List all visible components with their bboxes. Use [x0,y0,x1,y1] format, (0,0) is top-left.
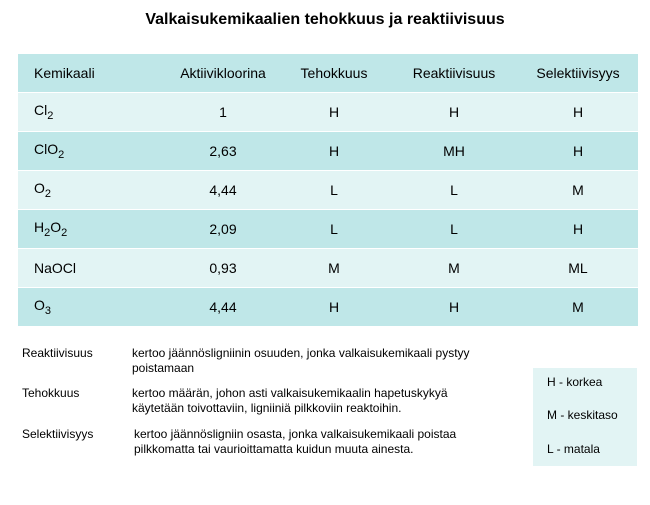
reaktiivisuus-value: L [450,182,458,198]
legend-box [533,368,637,466]
definition-term: Selektiivisyys [22,427,94,441]
chemical-symbol: Cl [34,102,48,119]
tehokkuus-value: M [328,260,340,276]
table-row [18,93,638,132]
reaktiivisuus-value: L [450,221,458,237]
table-header-row [18,54,638,93]
reaktiivisuus-value: MH [443,143,465,159]
table-row [18,249,638,288]
chemical-subscript: 2 [58,148,65,161]
tehokkuus-value: H [328,143,340,159]
table-row [18,171,638,210]
legend-item-high: H - korkea [547,375,603,389]
selektiivisyys-value: M [572,299,584,315]
chemical-name [18,219,168,239]
header-tehokkuus: Tehokkuus [300,65,368,81]
tehokkuus-value: H [328,299,340,315]
definition-term: Tehokkuus [22,386,80,400]
chemical-symbol: H [34,219,45,236]
chemical-name [18,141,168,161]
reaktiivisuus-value: H [448,104,460,120]
header-selektiivisyys: Selektiivisyys [536,65,620,81]
aktiivikloorina-value: 2,63 [209,143,237,159]
chemical-name [18,180,168,200]
tehokkuus-value: L [330,182,338,198]
chemical-name [18,102,168,122]
chemical-symbol: O [50,219,62,236]
chemical-subscript: 2 [61,226,68,239]
chemical-table [18,54,638,327]
selektiivisyys-value: ML [568,260,588,276]
chemical-subscript: 2 [47,109,54,122]
chemical-symbol: O [34,297,45,314]
aktiivikloorina-value: 4,44 [209,182,237,198]
reaktiivisuus-value: M [448,260,460,276]
chemical-subscript: 3 [44,304,52,317]
chemical-subscript: 2 [44,226,51,239]
chemical-name [18,297,168,317]
chemical-symbol: ClO [34,141,59,158]
chemical-name [18,260,168,276]
table-row [18,210,638,249]
aktiivikloorina-value: 4,44 [209,299,237,315]
page-title: Valkaisukemikaalien tehokkuus ja reaktiivisuus [145,11,505,28]
table-row [18,288,638,327]
header-aktiivikloorina: Aktiivikloorina [180,65,266,81]
selektiivisyys-value: M [572,182,584,198]
header-kemikaali: Kemikaali [34,65,95,81]
aktiivikloorina-value: 2,09 [209,221,237,237]
aktiivikloorina-value: 1 [219,104,227,120]
aktiivikloorina-value: 0,93 [209,260,237,276]
selektiivisyys-value: H [572,221,584,237]
header-reaktiivisuus: Reaktiivisuus [412,65,496,81]
selektiivisyys-value: H [572,104,584,120]
definition-text: kertoo jäännösligniin osasta, jonka valkaisukemikaali poistaa pilkkomatta tai vaurioittamatta kuidun muuta ainesta. [134,427,457,456]
table-row [18,132,638,171]
chemical-symbol: NaOCl [34,260,77,276]
definition-text: kertoo jäännösligniinin osuuden, jonka valkaisukemikaali pystyy poistamaan [132,346,470,375]
selektiivisyys-value: H [572,143,584,159]
definition-term: Reaktiivisuus [22,346,93,360]
definition-text: kertoo määrän, johon asti valkaisukemikaalin hapetuskykyä käytetään toivottaviin, ligniiniä pilkkoviin reaktoihin. [132,386,448,415]
tehokkuus-value: L [330,221,338,237]
legend-item-low: L - matala [547,442,600,456]
legend-item-medium: M - keskitaso [547,408,618,422]
chemical-subscript: 2 [44,187,52,200]
reaktiivisuus-value: H [448,299,460,315]
chemical-symbol: O [34,180,45,197]
tehokkuus-value: H [328,104,340,120]
